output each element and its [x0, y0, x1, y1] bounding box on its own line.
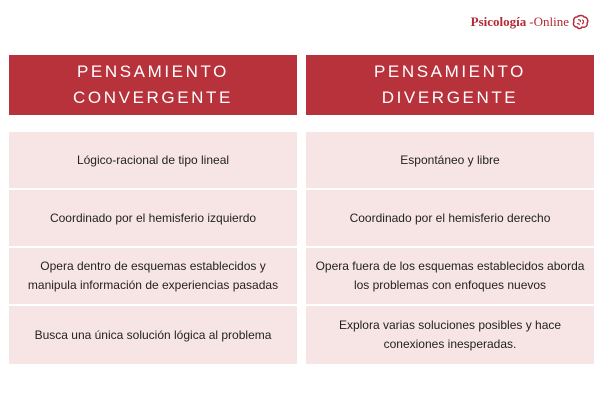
column-divergente [306, 55, 594, 364]
row-text: Opera dentro de esquemas establecidos y manipula información de experiencias pasadas [27, 259, 279, 292]
table-row [306, 190, 594, 248]
column-convergente [9, 55, 297, 364]
table-row [306, 306, 594, 364]
brain-icon [572, 14, 590, 30]
row-text: Explora varias soluciones posibles y hace conexiones inesperadas. [338, 318, 562, 351]
rows-divergente [306, 132, 594, 364]
table-row [306, 132, 594, 190]
table-row [9, 132, 297, 190]
rows-convergente [9, 132, 297, 364]
brand-name-part1: Psicología [470, 14, 527, 29]
header-line-1: PENSAMIENTO [76, 62, 230, 81]
row-text: Busca una única solución lógica al problema [34, 327, 272, 342]
header-line-2: DIVERGENTE [381, 88, 519, 107]
table-row [9, 248, 297, 306]
table-row [306, 248, 594, 306]
row-text: Espontáneo y libre [400, 152, 500, 167]
brand-name-part2: -Online [529, 14, 569, 29]
table-row [9, 190, 297, 248]
header-line-1: PENSAMIENTO [373, 62, 527, 81]
row-text: Coordinado por el hemisferio izquierdo [49, 210, 257, 225]
column-header-divergente [306, 55, 594, 115]
table-row [9, 306, 297, 364]
header-line-2: CONVERGENTE [73, 88, 233, 107]
row-text: Coordinado por el hemisferio derecho [349, 210, 551, 225]
row-text: Opera fuera de los esquemas establecidos aborda los problemas con enfoques nuevos [315, 259, 585, 292]
column-header-convergente [9, 55, 297, 115]
row-text: Lógico-racional de tipo lineal [76, 152, 230, 167]
brand-logo [471, 14, 590, 30]
